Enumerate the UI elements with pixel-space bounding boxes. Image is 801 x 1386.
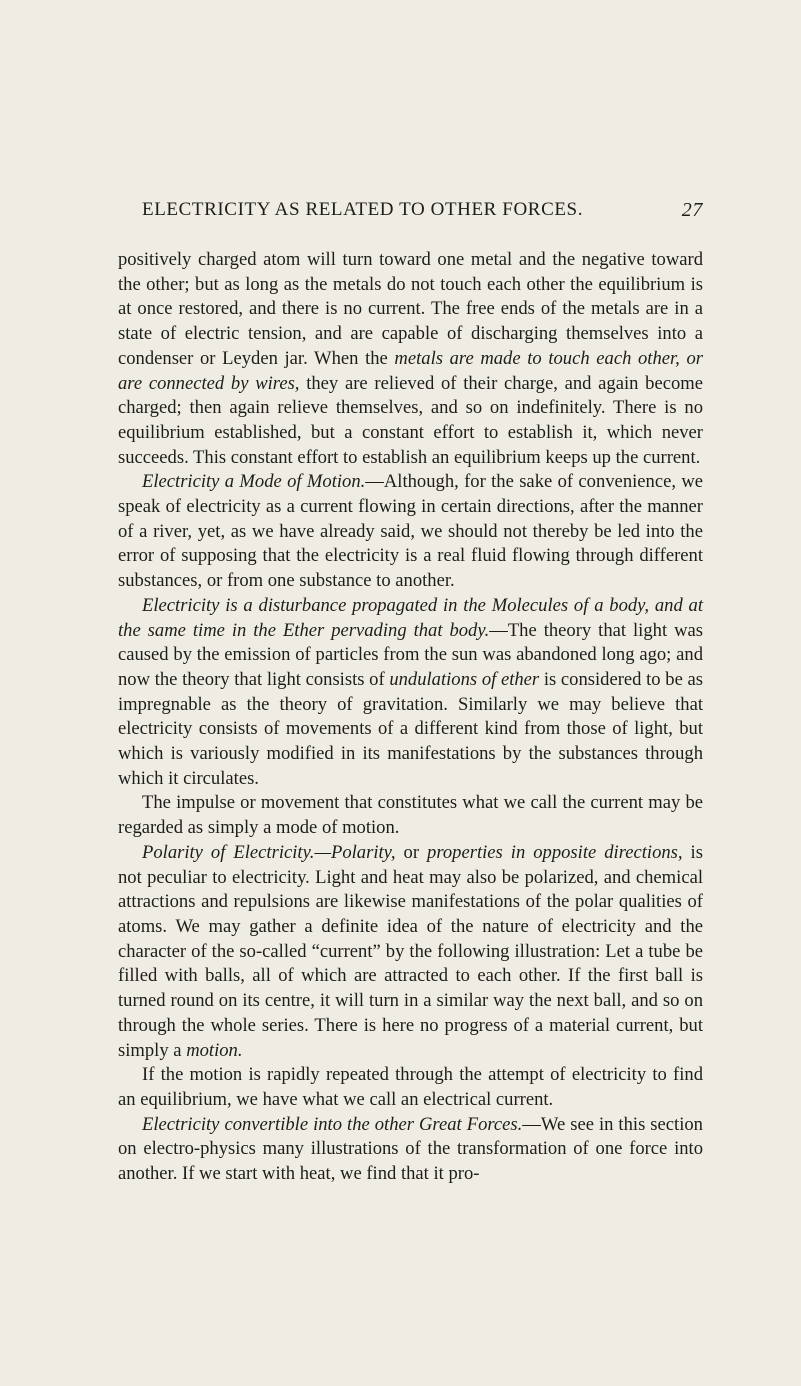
text-run: or <box>395 841 428 863</box>
italic-run: motion. <box>186 1039 243 1061</box>
running-title: ELECTRICITY AS RELATED TO OTHER FORCES. <box>142 199 584 220</box>
paragraph <box>118 594 703 792</box>
section-heading: Electricity a Mode of Motion. <box>142 471 366 493</box>
section-heading: Polarity of Electricity.—Polarity, <box>142 841 396 863</box>
paragraph <box>118 791 703 840</box>
page-number: 27 <box>681 199 703 221</box>
italic-run: metals are made to touch each other, or are connected by wires, <box>118 347 703 394</box>
italic-run: undulations of ether <box>389 668 540 690</box>
text-run: —Although, for the sake of convenience, we speak of electricity as a current flowing in certain directions, after the manner of a river, yet, as we have already said, we should not thereby be led into the error of supposing that the electricity is a real fluid flowing through different substances, or from one substance to another. <box>118 471 704 592</box>
paragraph <box>118 1113 703 1187</box>
text-run: they are relieved of their charge, and again become charged; then again relieve themselves, and so on indefinitely. There is no equilibrium established, but a constant effort to establish it, which never succeeds. This constant effort to establish an equilibrium keeps up the current. <box>118 372 703 468</box>
italic-run: properties in opposite directions, <box>427 841 683 863</box>
paragraph <box>118 470 703 594</box>
text-run: If the motion is rapidly repeated through the attempt of electricity to find an equilibrium, we have what we call an electrical current. <box>118 1064 703 1110</box>
paragraph <box>118 841 703 1063</box>
text-run: is considered to be as impregnable as the theory of gravitation. Similarly we may believe that electricity consists of movements of a different kind from those of light, but which is variously modified in its manifestations by the substances through which it circulates. <box>118 668 703 789</box>
text-run: —We see in this section on electro-physics many illustrations of the transformation of one force into another. If we start with heat, we find that it pro- <box>118 1113 703 1185</box>
section-heading: Electricity convertible into the other Great Forces. <box>142 1113 523 1135</box>
text-run: —The theory that light was caused by the emission of particles from the sun was abandoned long ago; and now the theory that light consists of <box>118 619 703 690</box>
text-run: is not peculiar to electricity. Light and heat may also be polarized, and chemical attractions and repulsions are likewise manifestations of the polar qualities of atoms. We may gather a definite idea of the nature of electricity and the character of the so-called “current” by the following illustration: Let a tube be filled with balls, all of which are attracted to each other. If the first ball is turned round on its centre, it will turn in a similar way the next ball, and so on through the whole series. There is here no progress of a material current, but simply a <box>118 841 703 1061</box>
paragraph <box>118 248 703 470</box>
running-head <box>118 199 703 223</box>
text-run: positively charged atom will turn toward one metal and the negative toward the other; but as long as the metals do not touch each other the equilibrium is at once restored, and there is no current. The free ends of the metals are in a state of electric tension, and are capable of discharging themselves into a condenser or Leyden jar. When the <box>118 249 703 369</box>
section-heading: Electricity is a disturbance propagated in the Molecules of a body, and at the same time in the Ether pervading that body. <box>118 594 703 641</box>
text-run: The impulse or movement that constitutes what we call the current may be regarded as simply a mode of motion. <box>118 792 703 839</box>
body-text <box>118 248 703 1187</box>
paragraph <box>118 1063 703 1112</box>
